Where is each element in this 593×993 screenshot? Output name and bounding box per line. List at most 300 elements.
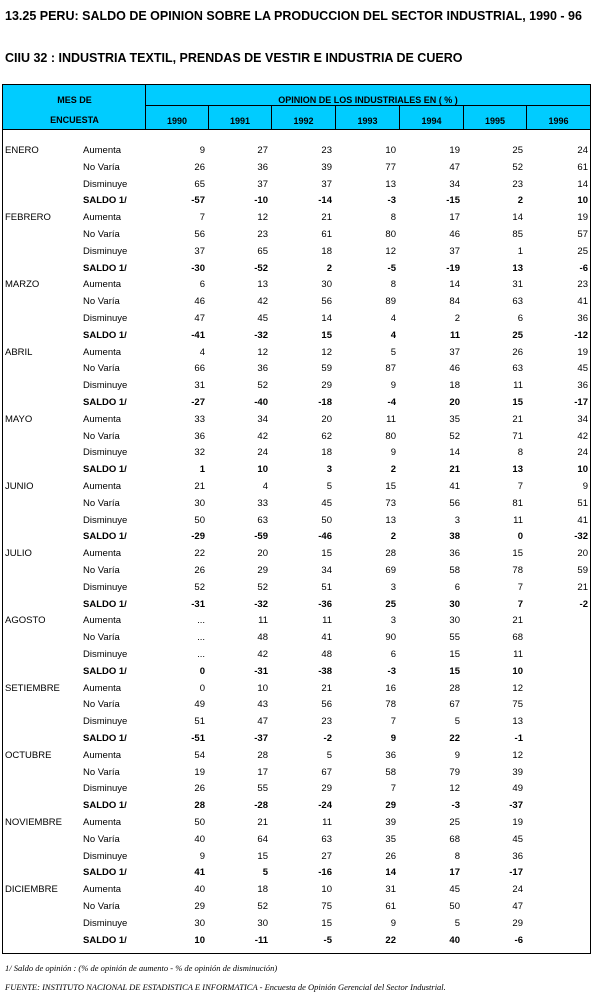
table-cell: 54: [194, 749, 205, 761]
table-cell: 58: [449, 565, 460, 576]
table-cell: 75: [512, 699, 523, 711]
table-cell: 32: [194, 447, 205, 459]
table-cell: 9: [582, 481, 588, 492]
table-cell: 5: [454, 716, 460, 728]
table-cell: 43: [257, 699, 268, 711]
table-row: [3, 748, 590, 765]
table-row: [3, 916, 590, 933]
table-cell: 26: [385, 850, 396, 862]
table-cell: -51: [191, 733, 205, 744]
table-cell: 0: [517, 531, 523, 543]
row-type-label: No Varía: [83, 766, 120, 778]
table-cell: 50: [194, 514, 205, 526]
table-cell: 10: [257, 464, 268, 476]
table-cell: 28: [194, 800, 205, 812]
table-cell: -36: [318, 598, 332, 610]
table-cell: -4: [387, 397, 396, 408]
table-row: [3, 345, 590, 362]
table-row: [3, 681, 590, 698]
table-cell: -3: [387, 195, 396, 207]
table-cell: 71: [512, 430, 523, 442]
table-cell: 49: [512, 783, 523, 795]
table-cell: -18: [318, 397, 332, 408]
table-cell: 3: [390, 615, 396, 627]
table-cell: 4: [390, 313, 396, 324]
table-cell: 49: [194, 699, 205, 711]
table-cell: 37: [449, 245, 460, 257]
row-type-label: No Varía: [83, 632, 120, 644]
table-cell: 23: [321, 716, 332, 728]
table-row: [3, 580, 590, 597]
row-type-label: SALDO 1/: [83, 329, 127, 341]
table-cell: 13: [257, 279, 268, 291]
saldo-row: [3, 664, 590, 681]
table-cell: 25: [449, 817, 460, 828]
table-cell: 56: [194, 229, 205, 240]
table-cell: 5: [326, 481, 332, 492]
table-cell: 1: [517, 245, 523, 257]
table-cell: 25: [512, 329, 523, 341]
row-type-label: SALDO 1/: [83, 934, 127, 946]
table-row: [3, 697, 590, 714]
table-cell: 11: [386, 413, 396, 425]
table-cell: -19: [446, 262, 460, 274]
row-type-label: SALDO 1/: [83, 733, 127, 744]
table-cell: 14: [449, 279, 460, 291]
table-cell: 45: [512, 833, 523, 845]
table-cell: 85: [512, 229, 523, 240]
table-cell: 47: [194, 313, 205, 324]
row-type-label: Disminuye: [83, 783, 128, 795]
saldo-row: [3, 529, 590, 546]
table-cell: 14: [449, 447, 460, 459]
table-cell: 56: [321, 699, 332, 711]
table-cell: 23: [577, 279, 588, 291]
table-cell: 5: [390, 346, 396, 358]
table-cell: 9: [454, 749, 460, 761]
table-cell: 15: [385, 481, 396, 492]
table-cell: -5: [387, 262, 396, 274]
table-cell: 15: [321, 917, 332, 929]
table-row: [3, 378, 590, 395]
table-cell: 22: [194, 548, 205, 560]
table-cell: 36: [577, 313, 588, 324]
table-cell: 84: [449, 296, 460, 308]
row-type-label: Aumenta: [83, 279, 122, 291]
table-cell: -32: [574, 531, 588, 543]
table-cell: 10: [257, 682, 268, 694]
table-cell: 5: [326, 749, 332, 761]
table-cell: 50: [194, 817, 205, 828]
table-cell: 7: [517, 481, 523, 492]
saldo-row: [3, 193, 590, 210]
table-cell: 59: [577, 565, 588, 576]
table-row: [3, 311, 590, 328]
table-cell: 41: [194, 867, 205, 879]
month-label: ENERO: [5, 145, 39, 156]
table-cell: 90: [385, 632, 396, 644]
table-cell: 9: [390, 447, 396, 459]
table-row: [3, 445, 590, 462]
row-type-label: SALDO 1/: [83, 195, 127, 207]
table-cell: 4: [390, 329, 396, 341]
saldo-row: [3, 865, 590, 882]
month-column-header: [3, 85, 146, 129]
table-row: [3, 630, 590, 647]
table-cell: -59: [254, 531, 268, 543]
table-cell: -14: [318, 195, 332, 207]
table-cell: 21: [257, 817, 268, 828]
table-cell: -57: [191, 195, 205, 207]
month-label: MAYO: [5, 413, 33, 425]
table-cell: 42: [257, 430, 268, 442]
table-cell: 39: [512, 766, 523, 778]
month-label: NOVIEMBRE: [5, 817, 63, 828]
table-cell: 12: [257, 212, 268, 224]
table-row: [3, 882, 590, 899]
table-row: [3, 647, 590, 664]
table-cell: 18: [321, 245, 332, 257]
month-label: MARZO: [5, 279, 40, 291]
table-cell: 11: [513, 380, 523, 392]
table-cell: 16: [385, 682, 396, 694]
table-cell: 30: [194, 497, 205, 509]
table-cell: ...: [197, 649, 205, 660]
table-cell: 61: [385, 901, 396, 912]
table-cell: -24: [318, 800, 332, 812]
table-cell: -11: [254, 934, 268, 946]
table-cell: -37: [254, 733, 268, 744]
table-cell: 3: [454, 514, 460, 526]
table-cell: -46: [318, 531, 332, 543]
table-cell: 2: [454, 313, 460, 324]
table-cell: 63: [321, 833, 332, 845]
table-cell: 75: [321, 901, 332, 912]
table-cell: 80: [385, 430, 396, 442]
table-row: [3, 513, 590, 530]
table-cell: 67: [449, 699, 460, 711]
table-cell: 29: [512, 917, 523, 929]
table-cell: 18: [257, 884, 268, 896]
row-type-label: Aumenta: [83, 749, 122, 761]
table-cell: 36: [257, 161, 268, 173]
table-cell: 28: [449, 682, 460, 694]
table-cell: 61: [577, 161, 588, 173]
table-cell: 2: [517, 195, 523, 207]
table-cell: 89: [385, 296, 396, 308]
table-cell: 68: [449, 833, 460, 845]
table-cell: -16: [318, 867, 332, 879]
table-row: [3, 177, 590, 194]
table-cell: -6: [579, 262, 588, 274]
table-cell: 38: [449, 531, 460, 543]
table-cell: 12: [512, 682, 523, 694]
table-cell: 10: [512, 665, 523, 677]
table-subtitle: CIIU 32 : INDUSTRIA TEXTIL, PRENDAS DE VESTIR E INDUSTRIA DE CUERO: [5, 51, 463, 65]
table-cell: 6: [517, 313, 523, 324]
table-cell: 0: [199, 665, 205, 677]
table-cell: 2: [326, 262, 332, 274]
table-cell: -5: [323, 934, 332, 946]
table-cell: 12: [321, 346, 332, 358]
table-cell: 40: [449, 934, 460, 946]
row-type-label: No Varía: [83, 229, 120, 240]
table-cell: 29: [321, 380, 332, 392]
table-cell: 51: [194, 716, 205, 728]
table-cell: 56: [321, 296, 332, 308]
table-cell: 41: [321, 632, 332, 644]
row-type-label: Disminuye: [83, 380, 128, 392]
table-cell: -31: [254, 665, 268, 677]
table-cell: -40: [254, 397, 268, 408]
table-cell: 30: [257, 917, 268, 929]
row-type-label: Disminuye: [83, 917, 128, 929]
table-cell: 37: [321, 178, 332, 190]
table-cell: 11: [258, 615, 268, 627]
table-cell: 39: [321, 161, 332, 173]
table-cell: 1: [199, 464, 205, 476]
table-cell: 30: [449, 598, 460, 610]
table-cell: -17: [574, 397, 588, 408]
row-type-label: Aumenta: [83, 145, 122, 156]
row-type-label: SALDO 1/: [83, 397, 127, 408]
table-cell: 26: [194, 161, 205, 173]
table-cell: 41: [449, 481, 460, 492]
table-cell: -38: [318, 665, 332, 677]
row-type-label: No Varía: [83, 363, 120, 375]
table-cell: 78: [512, 565, 523, 576]
table-cell: 9: [199, 145, 205, 156]
saldo-row: [3, 395, 590, 412]
table-cell: 21: [321, 212, 332, 224]
row-type-label: Disminuye: [83, 178, 128, 190]
table-cell: 10: [577, 464, 588, 476]
table-cell: 59: [321, 363, 332, 375]
table-cell: 24: [577, 447, 588, 459]
table-row: [3, 815, 590, 832]
table-cell: 52: [194, 581, 205, 593]
table-header: [3, 85, 590, 130]
table-cell: 36: [257, 363, 268, 375]
row-type-label: No Varía: [83, 430, 120, 442]
table-cell: 18: [321, 447, 332, 459]
footnote: 1/ Saldo de opinión : (% de opinión de aumento - % de opinión de disminución): [5, 963, 278, 973]
table-cell: 27: [257, 145, 268, 156]
table-cell: -15: [446, 195, 460, 207]
table-cell: 17: [449, 212, 460, 224]
row-type-label: Disminuye: [83, 716, 128, 728]
table-row: [3, 546, 590, 563]
row-type-label: No Varía: [83, 296, 120, 308]
table-cell: 14: [321, 313, 332, 324]
table-cell: 11: [322, 817, 332, 828]
table-cell: 18: [449, 380, 460, 392]
table-cell: 9: [199, 850, 205, 862]
table-cell: 9: [390, 917, 396, 929]
table-cell: 55: [449, 632, 460, 644]
table-cell: 22: [385, 934, 396, 946]
table-cell: 2: [390, 464, 396, 476]
table-cell: 47: [512, 901, 523, 912]
row-type-label: No Varía: [83, 901, 120, 912]
table-cell: 46: [449, 363, 460, 375]
table-cell: 34: [257, 413, 268, 425]
table-cell: -10: [254, 195, 268, 207]
table-cell: 13: [512, 716, 523, 728]
table-cell: 31: [512, 279, 523, 291]
table-cell: 12: [385, 245, 396, 257]
saldo-row: [3, 731, 590, 748]
table-cell: 35: [385, 833, 396, 845]
table-row: [3, 361, 590, 378]
row-type-label: Aumenta: [83, 346, 122, 358]
year-header: 1994: [400, 106, 464, 129]
month-label: SETIEMBRE: [5, 682, 60, 694]
table-cell: 20: [449, 397, 460, 408]
table-cell: -6: [514, 934, 523, 946]
saldo-row: [3, 328, 590, 345]
table-cell: 34: [577, 413, 588, 425]
table-cell: -32: [254, 329, 268, 341]
table-cell: 24: [577, 145, 588, 156]
table-row: [3, 143, 590, 160]
table-cell: 21: [449, 464, 460, 476]
row-type-label: Disminuye: [83, 514, 128, 526]
table-cell: 37: [449, 346, 460, 358]
table-cell: 73: [385, 497, 396, 509]
table-cell: 55: [257, 783, 268, 795]
table-cell: 19: [449, 145, 460, 156]
table-cell: 36: [194, 430, 205, 442]
table-cell: -17: [509, 867, 523, 879]
table-cell: 45: [449, 884, 460, 896]
table-cell: 87: [385, 363, 396, 375]
table-cell: 46: [194, 296, 205, 308]
table-cell: 13: [512, 262, 523, 274]
table-cell: 29: [257, 565, 268, 576]
table-cell: -41: [191, 329, 205, 341]
table-row: [3, 849, 590, 866]
table-cell: 14: [577, 178, 588, 190]
table-cell: 25: [385, 598, 396, 610]
table-cell: 29: [194, 901, 205, 912]
table-cell: 28: [257, 749, 268, 761]
table-cell: -37: [509, 800, 523, 812]
table-cell: -12: [574, 329, 588, 341]
table-cell: 63: [512, 296, 523, 308]
table-cell: 26: [512, 346, 523, 358]
table-cell: 15: [321, 548, 332, 560]
table-cell: 52: [257, 581, 268, 593]
table-row: [3, 244, 590, 261]
table-cell: 14: [385, 867, 396, 879]
table-cell: 8: [390, 212, 396, 224]
table-cell: 36: [385, 749, 396, 761]
table-cell: 19: [577, 346, 588, 358]
table-cell: 15: [257, 850, 268, 862]
row-type-label: Aumenta: [83, 615, 122, 627]
table-cell: -2: [579, 598, 588, 610]
table-cell: 3: [326, 464, 332, 476]
table-cell: -3: [387, 665, 396, 677]
table-cell: 11: [513, 649, 523, 660]
table-cell: 47: [257, 716, 268, 728]
table-cell: 9: [390, 380, 396, 392]
table-cell: 26: [194, 783, 205, 795]
table-row: [3, 227, 590, 244]
row-type-label: Aumenta: [83, 212, 122, 224]
table-cell: 50: [449, 901, 460, 912]
table-cell: 61: [321, 229, 332, 240]
table-cell: 58: [385, 766, 396, 778]
row-type-label: SALDO 1/: [83, 665, 127, 677]
table-row: [3, 613, 590, 630]
table-row: [3, 210, 590, 227]
year-header: 1990: [146, 106, 209, 129]
table-cell: 12: [512, 749, 523, 761]
row-type-label: SALDO 1/: [83, 867, 127, 879]
table-cell: 25: [512, 145, 523, 156]
table-cell: 37: [257, 178, 268, 190]
table-cell: 23: [512, 178, 523, 190]
table-cell: 15: [512, 548, 523, 560]
table-cell: 8: [390, 279, 396, 291]
table-cell: 62: [321, 430, 332, 442]
table-cell: 22: [449, 733, 460, 744]
table-row: [3, 429, 590, 446]
month-label: FEBRERO: [5, 212, 51, 224]
row-type-label: Disminuye: [83, 245, 128, 257]
table-cell: 24: [512, 884, 523, 896]
table-cell: 12: [257, 346, 268, 358]
table-cell: 21: [321, 682, 332, 694]
table-cell: 63: [257, 514, 268, 526]
table-cell: 19: [577, 212, 588, 224]
table-row: [3, 496, 590, 513]
row-type-label: No Varía: [83, 699, 120, 711]
table-cell: 13: [385, 514, 396, 526]
row-type-label: No Varía: [83, 565, 120, 576]
row-type-label: No Varía: [83, 833, 120, 845]
table-cell: 30: [449, 615, 460, 627]
table-cell: 33: [194, 413, 205, 425]
table-cell: 20: [321, 413, 332, 425]
saldo-row: [3, 597, 590, 614]
table-row: [3, 277, 590, 294]
table-cell: 21: [512, 615, 523, 627]
table-cell: 21: [194, 481, 205, 492]
row-type-label: Disminuye: [83, 850, 128, 862]
source-note: FUENTE: INSTITUTO NACIONAL DE ESTADISTICA E INFORMATICA - Encuesta de Opinión Gerencial del Sector Industrial.: [5, 982, 446, 992]
row-type-label: SALDO 1/: [83, 800, 127, 812]
table-row: [3, 563, 590, 580]
table-cell: 10: [321, 884, 332, 896]
table-cell: 46: [449, 229, 460, 240]
table-cell: ...: [197, 615, 205, 627]
table-cell: 6: [199, 279, 205, 291]
table-cell: 23: [257, 229, 268, 240]
table-cell: 31: [194, 380, 205, 392]
table-title: 13.25 PERU: SALDO DE OPINION SOBRE LA PRODUCCION DEL SECTOR INDUSTRIAL, 1990 - 96: [5, 9, 582, 23]
table-cell: 52: [257, 901, 268, 912]
table-cell: 20: [577, 548, 588, 560]
saldo-row: [3, 462, 590, 479]
table-cell: 3: [390, 581, 396, 593]
table-cell: 26: [194, 565, 205, 576]
table-cell: 36: [577, 380, 588, 392]
table-cell: 51: [321, 581, 332, 593]
table-cell: 8: [517, 447, 523, 459]
